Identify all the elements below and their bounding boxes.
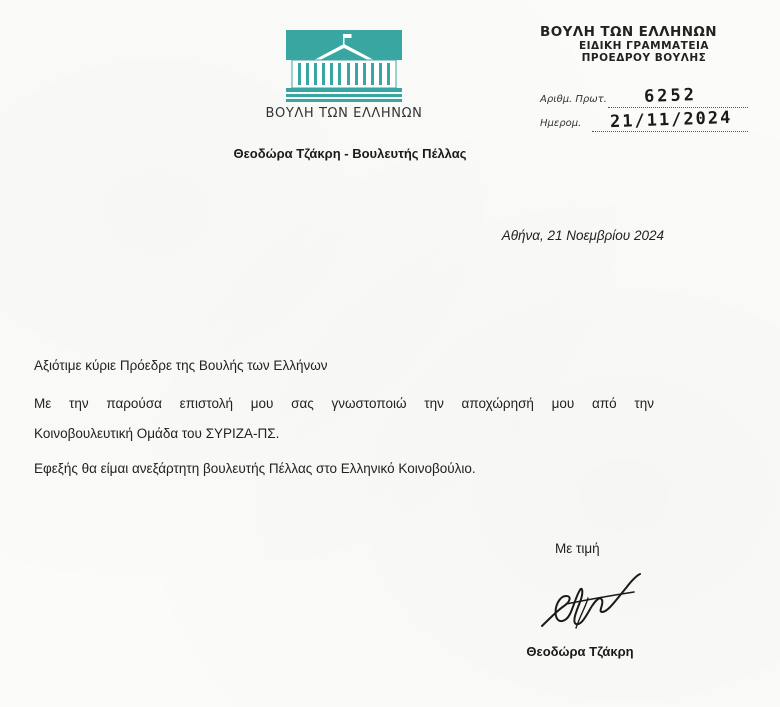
stamp-title: ΒΟΥΛΗ ΤΩΝ ΕΛΛΗΝΩΝ [540, 24, 717, 40]
parliament-logo-icon [286, 30, 402, 102]
stamp-date-handwritten: 21/11/2024 [609, 107, 733, 133]
letter-paragraph-1-line-1: Με την παρούσα επιστολή μου σας γνωστοποιώ την αποχώρησή μου από την [34, 396, 654, 411]
letter-date: Αθήνα, 21 Νοεμβρίου 2024 [501, 228, 664, 243]
stamp-protocol-label: Αριθμ. Πρωτ. [540, 94, 607, 105]
letterhead-mp-name: Θεοδώρα Τζάκρη - Βουλευτής Πέλλας [233, 146, 467, 161]
letter-paragraph-2: Εφεξής θα είμαι ανεξάρτητη βουλευτής Πέλλας στο Ελληνικό Κοινοβούλιο. [34, 461, 476, 476]
handwritten-signature [536, 566, 646, 636]
letter-salutation: Αξιότιμε κύριε Πρόεδρε της Βουλής των Ελλήνων [34, 358, 328, 373]
stamp-date-label: Ημερομ. [540, 118, 582, 129]
stamp-subtitle-2: ΠΡΟΕΔΡΟΥ ΒΟΥΛΗΣ [581, 52, 707, 64]
letter-closing: Με τιμή [555, 541, 600, 556]
letter-paragraph-1 [34, 389, 654, 449]
stamp-subtitle-1: ΕΙΔΙΚΗ ΓΡΑΜΜΑΤΕΙΑ [578, 40, 710, 52]
stamp-protocol-number: 6252 [643, 85, 698, 107]
reception-stamp [540, 24, 770, 133]
letter-paragraph-1-line-2: Κοινοβουλευτική Ομάδα του ΣΥΡΙΖΑ-ΠΣ. [34, 426, 280, 441]
signer-name: Θεοδώρα Τζάκρη [526, 644, 634, 659]
letterhead-org-name: ΒΟΥΛΗ ΤΩΝ ΕΛΛΗΝΩΝ [265, 106, 423, 121]
